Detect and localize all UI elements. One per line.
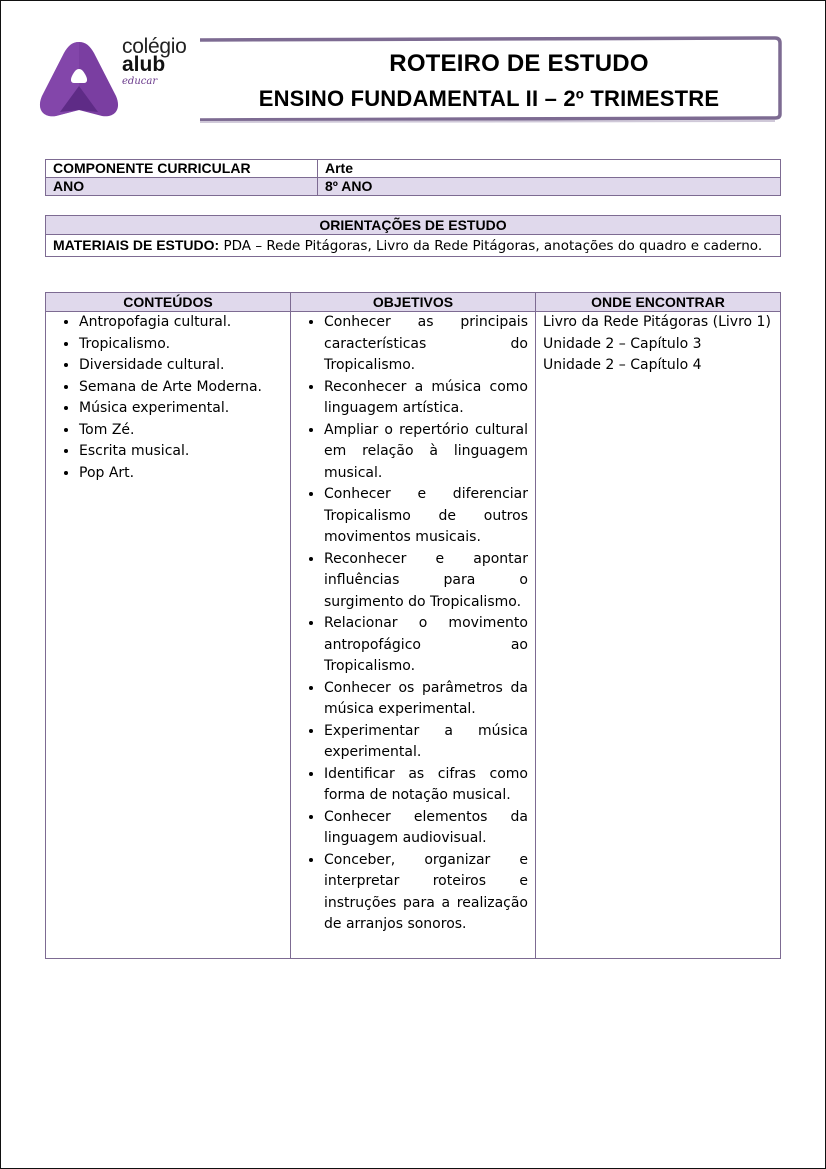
list-item: • Tropicalismo. [79,334,283,356]
list-item: • Diversidade cultural. [79,355,283,377]
list-item: • Identificar as cifras como forma de notação musical. [324,764,528,807]
study-plan-table [45,292,781,959]
document-subtitle: ENSINO FUNDAMENTAL II – 2º TRIMESTRE [258,86,720,111]
info-row-componente [46,160,781,178]
reference-chapter: Unidade 2 – Capítulo 4 [543,357,702,373]
objetivos-list [298,312,528,936]
column-header-conteudos: CONTEÚDOS [46,293,291,312]
list-item: • Conhecer as principais características do Tropicalismo. [324,312,528,377]
info-label: COMPONENTE CURRICULAR [46,160,318,178]
objetivos-cell [291,312,536,959]
list-item: • Conhecer os parâmetros da música experimental. [324,678,528,721]
logo-text-colegio: colégio [122,35,187,58]
column-header-objetivos: OBJETIVOS [291,293,536,312]
list-item: • Semana de Arte Moderna. [79,377,283,399]
title-banner [200,36,778,120]
info-value: 8º ANO [318,178,781,196]
conteudos-cell [46,312,291,959]
list-item: • Reconhecer e apontar influências para o surgimento do Tropicalismo. [324,549,528,614]
logo-text-educar: educar [122,76,158,87]
list-item: • Música experimental. [79,398,283,420]
column-header-onde-encontrar: ONDE ENCONTRAR [536,293,781,312]
info-table [45,159,781,196]
list-item: • Experimentar a música experimental. [324,721,528,764]
list-item: • Reconhecer a música como linguagem artística. [324,377,528,420]
document-title: ROTEIRO DE ESTUDO [389,50,649,77]
list-item: • Conceber, organizar e interpretar roteiros e instruções para a realização de arranjos sonoros. [324,850,528,936]
materiais-cell [46,235,781,257]
materiais-text: PDA – Rede Pitágoras, Livro da Rede Pitágoras, anotações do quadro e caderno. [219,238,763,254]
reference-book: Livro da Rede Pitágoras (Livro 1) [543,314,771,330]
list-item: • Antropofagia cultural. [79,312,283,334]
list-item: • Pop Art. [79,463,283,485]
list-item: • Conhecer elementos da linguagem audiovisual. [324,807,528,850]
list-item: • Tom Zé. [79,420,283,442]
info-value: Arte [318,160,781,178]
logo-text-alub: alub [122,53,166,76]
alub-logo-icon [38,40,120,120]
orientacoes-table [45,215,781,257]
info-row-ano [46,178,781,196]
conteudos-list [53,312,283,484]
list-item: • Relacionar o movimento antropofágico ao Tropicalismo. [324,613,528,678]
onde-encontrar-cell [536,312,781,959]
info-label: ANO [46,178,318,196]
list-item: • Ampliar o repertório cultural em relação à linguagem musical. [324,420,528,485]
reference-chapter: Unidade 2 – Capítulo 3 [543,335,702,352]
orientacoes-heading: ORIENTAÇÕES DE ESTUDO [46,216,781,235]
materiais-label: MATERIAIS DE ESTUDO: [53,237,220,253]
list-item: • Conhecer e diferenciar Tropicalismo de outros movimentos musicais. [324,484,528,549]
list-item: • Escrita musical. [79,441,283,463]
school-logo [38,35,198,120]
